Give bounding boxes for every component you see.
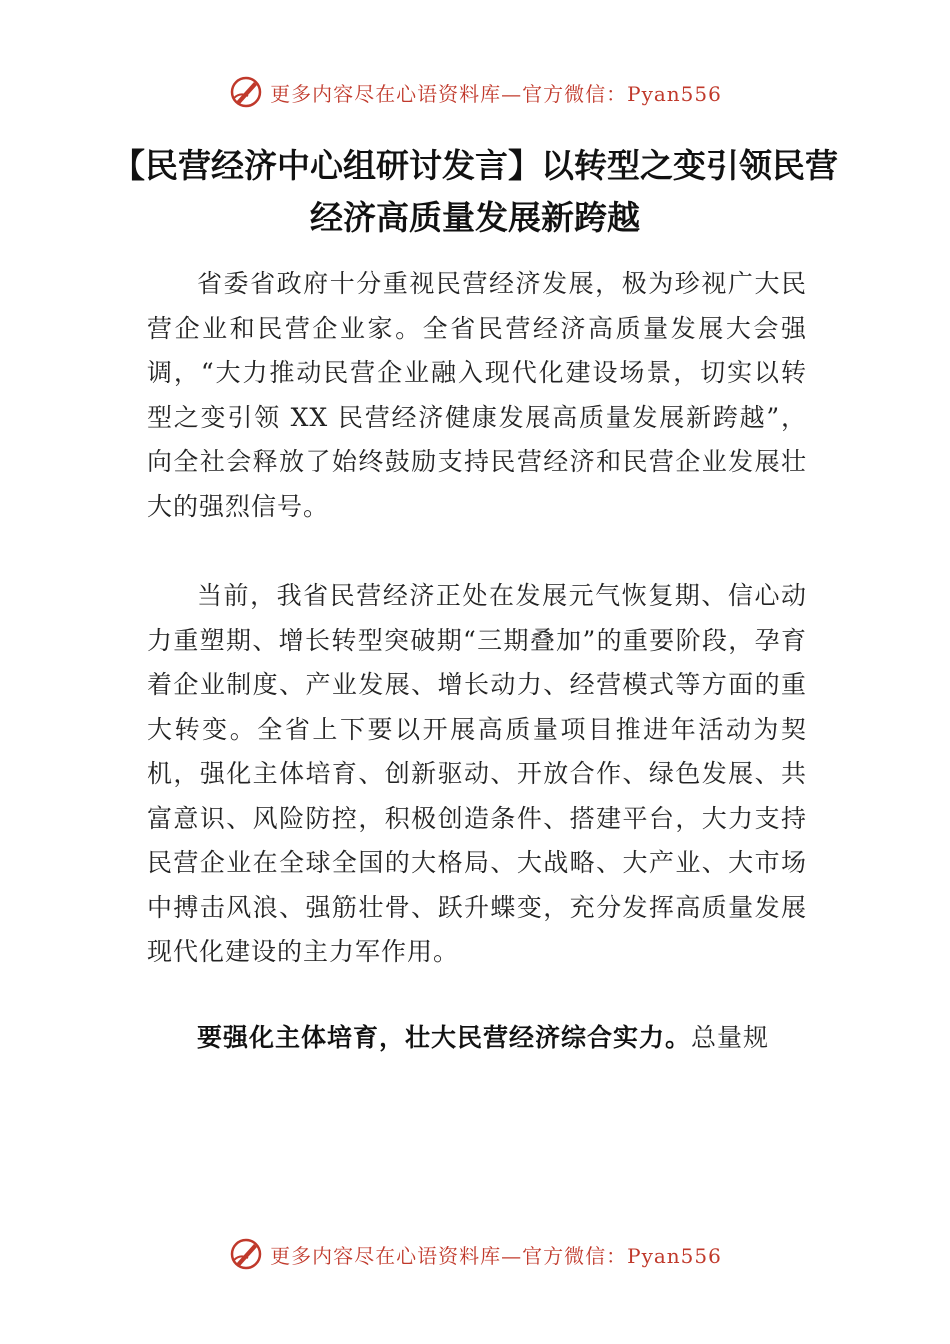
paragraph-1: 省委省政府十分重视民营经济发展，极为珍视广大民营企业和民营企业家。全省民营经济高质量发展大会强调，“大力推动民营企业融入现代化建设场景，切实以转型之变引领 XX 民营经济健康发展高质量发展新跨越”，向全社会释放了始终鼓励支持民营经济和民营企业发展壮大的强烈信号。 <box>147 269 807 521</box>
paragraph-3-rest: 总量规 <box>691 1023 770 1052</box>
paragraph-3 <box>147 1016 807 1061</box>
paragraph-3-lead: 要强化主体培育，壮大民营经济综合实力。 <box>197 1023 692 1052</box>
watermark-text: 更多内容尽在心语资料库—官方微信：Pyan556 <box>270 81 722 106</box>
pen-logo-icon <box>228 1236 264 1272</box>
header-watermark <box>0 74 950 110</box>
document-title: 【民营经济中心组研讨发言】以转型之变引领民营经济高质量发展新跨越 <box>112 146 838 237</box>
paragraph-2: 当前，我省民营经济正处在发展元气恢复期、信心动力重塑期、增长转型突破期“三期叠加”的重要阶段，孕育着企业制度、产业发展、增长动力、经营模式等方面的重大转变。全省上下要以开展高质量项目推进年活动为契机，强化主体培育、创新驱动、开放合作、绿色发展、共富意识、风险防控，积极创造条件、搭建平台，大力支持民营企业在全球全国的大格局、大战略、大产业、大市场中搏击风浪、强筋壮骨、跃升蝶变，充分发挥高质量发展现代化建设的主力军作用。 <box>147 581 807 966</box>
watermark-text: 更多内容尽在心语资料库—官方微信：Pyan556 <box>270 1243 722 1268</box>
pen-logo-icon <box>228 74 264 110</box>
footer-watermark <box>0 1236 950 1272</box>
